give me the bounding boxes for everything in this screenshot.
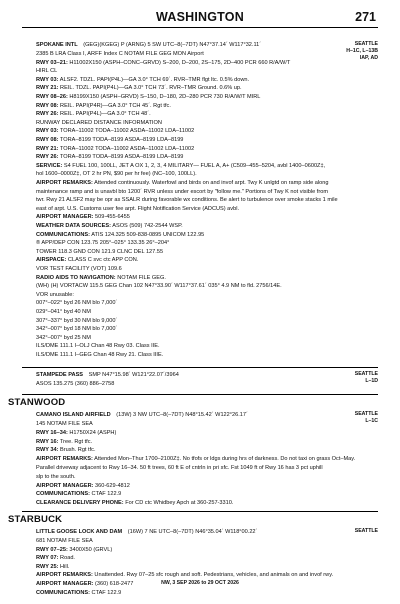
spokane-text: RWY 26: TORA–8199 TODA–8199 ASDA–8199 LDA–8199 [36, 154, 184, 161]
stanwood-text-line [0, 455, 400, 464]
spokane-chart-ref-2: IAP, AD [359, 55, 378, 61]
spokane-text: AIRPORT MANAGER: 509-455-6455 [36, 214, 130, 221]
spokane-text: RWY 08: REIL. PAPI(P4R)—GA 3.0° TCH 45´. Rgt tfc. [36, 102, 171, 109]
spokane-text: TOWER 118.3 GND CON 121.9 CLNC DEL 127.55 [36, 248, 164, 255]
spokane-text: (WH) (H) VORTACW 115.5 GEG Chan 102 N47°33.90´ W117°37.61´ 035° 4.9 NM to fld. 2756/14E. [36, 283, 282, 290]
stanwood-text-line [0, 464, 400, 473]
stanwood-text-line [0, 490, 400, 499]
spokane-text: HIRL CL [36, 68, 58, 75]
stampede-asos: ASOS 135.275 (360) 886–2758 [36, 381, 115, 387]
spokane-text: RWY 08: TORA–8199 TODA–8199 ASDA–8199 LDA–8199 [36, 137, 184, 143]
stanwood-text: slp to the south. [36, 473, 76, 480]
stanwood-text: 145 NOTAM FILE SEA [36, 421, 93, 427]
stampede-info: SMP N47°15.98´ W121°22.07´/3964 [88, 372, 179, 378]
spokane-text: RWY 21: TORA–11002 TODA–11002 ASDA–11002 LDA–11002 [36, 145, 195, 152]
spokane-title-line [0, 41, 400, 50]
spokane-text: VOR unusable: [36, 291, 74, 298]
stampede-name[interactable]: STAMPEDE PASS [36, 372, 84, 378]
spokane-text: RUNWAY DECLARED DISTANCE INFORMATION [36, 119, 162, 126]
stanwood-text: RWY 34: Brush. Rgt tfc. [36, 447, 96, 454]
spokane-text: east of arpt. U.S. Customs user fee arpt. Flight Notification Service (ADCUS) avbl. [36, 205, 240, 212]
starbuck-text: AIRPORT MANAGER: (360) 618-2477 [36, 581, 134, 587]
stanwood-text: AIRPORT MANAGER: 360-629-4812 [36, 482, 130, 489]
spokane-text: ILS/DME 111.1 I–OLJ Chan 48 Rwy 03. Class IIE. [36, 343, 160, 350]
starbuck-text: AIRPORT REMARKS: Unattended. Rwy 07–25 sfc rough and soft. Pedestrians, vehicles, and animals on and invof rwy. [36, 572, 334, 579]
stampede-chart-ref-0: SEATTLE [354, 371, 378, 377]
stanwood-airport-info: (13W) 3 NW UTC–8(–7DT) N48°15.42´ W122°26.17´ [116, 412, 248, 418]
spokane-chart-ref-0: SEATTLE [354, 41, 378, 47]
starbuck-text: 681 NOTAM FILE SEA [36, 538, 93, 544]
spokane-text: 029°–041° byd 40 NM [36, 309, 91, 315]
spokane-airport-info: (GEG)(KGEG) P (ARNG) 5 SW UTC–8(–7DT) N47°37.14´ W117°32.11´ [83, 42, 262, 48]
stanwood-text-line [0, 482, 400, 491]
starbuck-text-line [0, 589, 400, 598]
spokane-text: ® APP/DEP CON 123.75 205°–025° 133.35 26°–204° [36, 240, 170, 247]
divider-rule [22, 511, 378, 512]
spokane-text: SERVICE: S4 FUEL 100, 100LL, JET A OX 1, 2, 3, 4 MILITARY— FUEL A, A+ (C509–455–5204, avbl 1400–0600Z‡, [36, 162, 326, 169]
spokane-text: ILS/DME 111.1 I–GEG Chan 48 Rwy 21. Class IIIE. [36, 352, 164, 358]
stanwood-chart-ref-0: SEATTLE [354, 411, 378, 417]
stanwood-text: Parallel driveway adjacent to Rwy 16–34. 50 ft trees, 60 ft E of cntrln in pri sfc. Fst 1049 ft of Rwy 16 has 3 pct uphill [36, 465, 323, 471]
spokane-text: RWY 26: REIL. PAPI(P4L)—GA 3.0° TCH 48´. [36, 111, 151, 118]
starbuck-airport-name[interactable]: LITTLE GOOSE LOCK AND DAM [36, 529, 123, 535]
stampede-title-line [0, 371, 400, 380]
header-rule [22, 27, 378, 28]
starbuck-chart-refs [355, 528, 378, 535]
spokane-text: RWY 21: REIL. TDZL. PAPI(P4L)—GA 3.0° TCH 73´. RVR–TMR Ground. 0.6% up. [36, 85, 242, 92]
spokane-text: AIRSPACE: CLASS C svc ctc APP CON. [36, 257, 139, 264]
state-title: WASHINGTON [156, 10, 244, 24]
spokane-text: RWY 03–21: H11002X150 (ASPH–CONC–GRVD) S–200, D–200, 2S–175, 2D–400 PCR 660 R/A/W/T [36, 59, 291, 66]
spokane-text: RWY 03: TORA–11002 TODA–11002 ASDA–11002 LDA–11002 [36, 128, 195, 135]
spokane-text: RWY 03: ALSF2. TDZL. PAPI(P4L)—GA 3.0° TCH 69´. RVR–TMR flgt ltc. 0.5% down. [36, 76, 250, 83]
stampede-chart-ref-1: L–1D [365, 378, 378, 384]
spokane-chart-ref-1: H–1C, L–13B [346, 48, 378, 54]
spokane-text: 342°–007° byd 18 NM blo 7,000´ [36, 326, 118, 333]
spokane-text: COMMUNICATIONS: ATIS 124.325 509-838-0895 UNICOM 122.95 [36, 231, 205, 238]
spokane-text-line [0, 351, 400, 360]
spokane-text: hol 1600–0000Z‡, OT 2 hr PN, $90 per hr fee) (NC–100, 100LL). [36, 171, 197, 178]
starbuck-text: COMMUNICATIONS: CTAF 122.9 [36, 589, 122, 596]
spokane-text: AIRPORT REMARKS: Attended continuously. Waterfowl and birds on and invof arpt. Twy K unlgtd on ramp side along [36, 180, 329, 186]
spokane-airport-name[interactable]: SPOKANE INTL [36, 42, 78, 48]
spokane-text: 342°–007° byd 25 NM [36, 334, 91, 341]
stanwood-text: AIRPORT REMARKS: Attended Mon–Thur 1700–2100Z‡. No tfofs or ldgs during hrs of darkness. Do not taxi on grass Oct–May. [36, 456, 356, 463]
spokane-text: VOR TEST FACILITY (VOT) 109.6 [36, 266, 122, 272]
stanwood-chart-ref-1: L–1C [365, 418, 378, 424]
stanwood-text-line [0, 420, 400, 429]
starbuck-title-line [0, 528, 400, 537]
spokane-text: WEATHER DATA SOURCES: ASOS (509) 742-2544 WSP. [36, 223, 183, 229]
page-footer: NW, 3 SEP 2026 to 29 OCT 2026 [161, 580, 239, 586]
stanwood-text: RWY 16–34: H1750X24 (ASPH) [36, 429, 117, 436]
stanwood-title-line [0, 411, 400, 420]
starbuck-chart-ref-0: SEATTLE [354, 528, 378, 534]
starbuck-airport-info: (16W) 7 NE UTC–8(–7DT) N46°35.04´ W118°00.22´ [127, 529, 258, 535]
spokane-text: 307°–337° byd 30 NM blo 9,000´ [36, 317, 118, 324]
stanwood-section-title: STANWOOD [8, 397, 66, 408]
spokane-text: RADIO AIDS TO NAVIGATION: NOTAM FILE GEG. [36, 274, 166, 281]
starbuck-text: RWY 07–25: 3400X50 (GRVL) [36, 546, 113, 553]
stanwood-airport-name[interactable]: CAMANO ISLAND AIRFIELD [36, 412, 111, 418]
divider-rule [22, 394, 378, 395]
stampede-asos-line [0, 380, 400, 389]
stanwood-text-line [0, 446, 400, 455]
stanwood-text-line [0, 429, 400, 438]
spokane-text: 007°–022° byd 26 NM blo 7,000´ [36, 300, 118, 307]
stampede-chart-refs [355, 371, 378, 385]
starbuck-section-title: STARBUCK [8, 514, 63, 525]
stanwood-text-line [0, 499, 400, 508]
spokane-text: RWY 08–26: H8199X150 (ASPH–GRVD) S–150, D–180, 2D–280 PCR 730 R/A/W/T MIRL [36, 94, 261, 100]
spokane-text: maintenance ramp and is unavbl bto 1200´ RVR unless under escort by "follow me." Portions of Twy K not visible from [36, 188, 328, 195]
page-header [0, 10, 400, 26]
stanwood-text-line [0, 473, 400, 482]
page-number: 271 [355, 10, 376, 24]
starbuck-text: RWY 25: Hill. [36, 563, 70, 570]
spokane-text: twr. Rwy 21 ALSF2 may be opr as SSALR during favorable wx conditions. Be alert to turbulence over smoke stacks 1 mile [36, 197, 338, 204]
stanwood-text: RWY 16: Tree. Rgt tfc. [36, 438, 93, 445]
stanwood-text: COMMUNICATIONS: CTAF 122.9 [36, 491, 122, 498]
divider-rule [22, 367, 378, 368]
starbuck-text: RWY 07: Road. [36, 555, 75, 562]
stanwood-text: CLEARANCE DELIVERY PHONE: For CD ctc Whidbey Apch at 360-257-3310. [36, 500, 234, 507]
spokane-text: 2385 B LRA Class I, ARFF Index C NOTAM FILE GEG MON Airport [36, 51, 204, 57]
stanwood-text-line [0, 438, 400, 447]
